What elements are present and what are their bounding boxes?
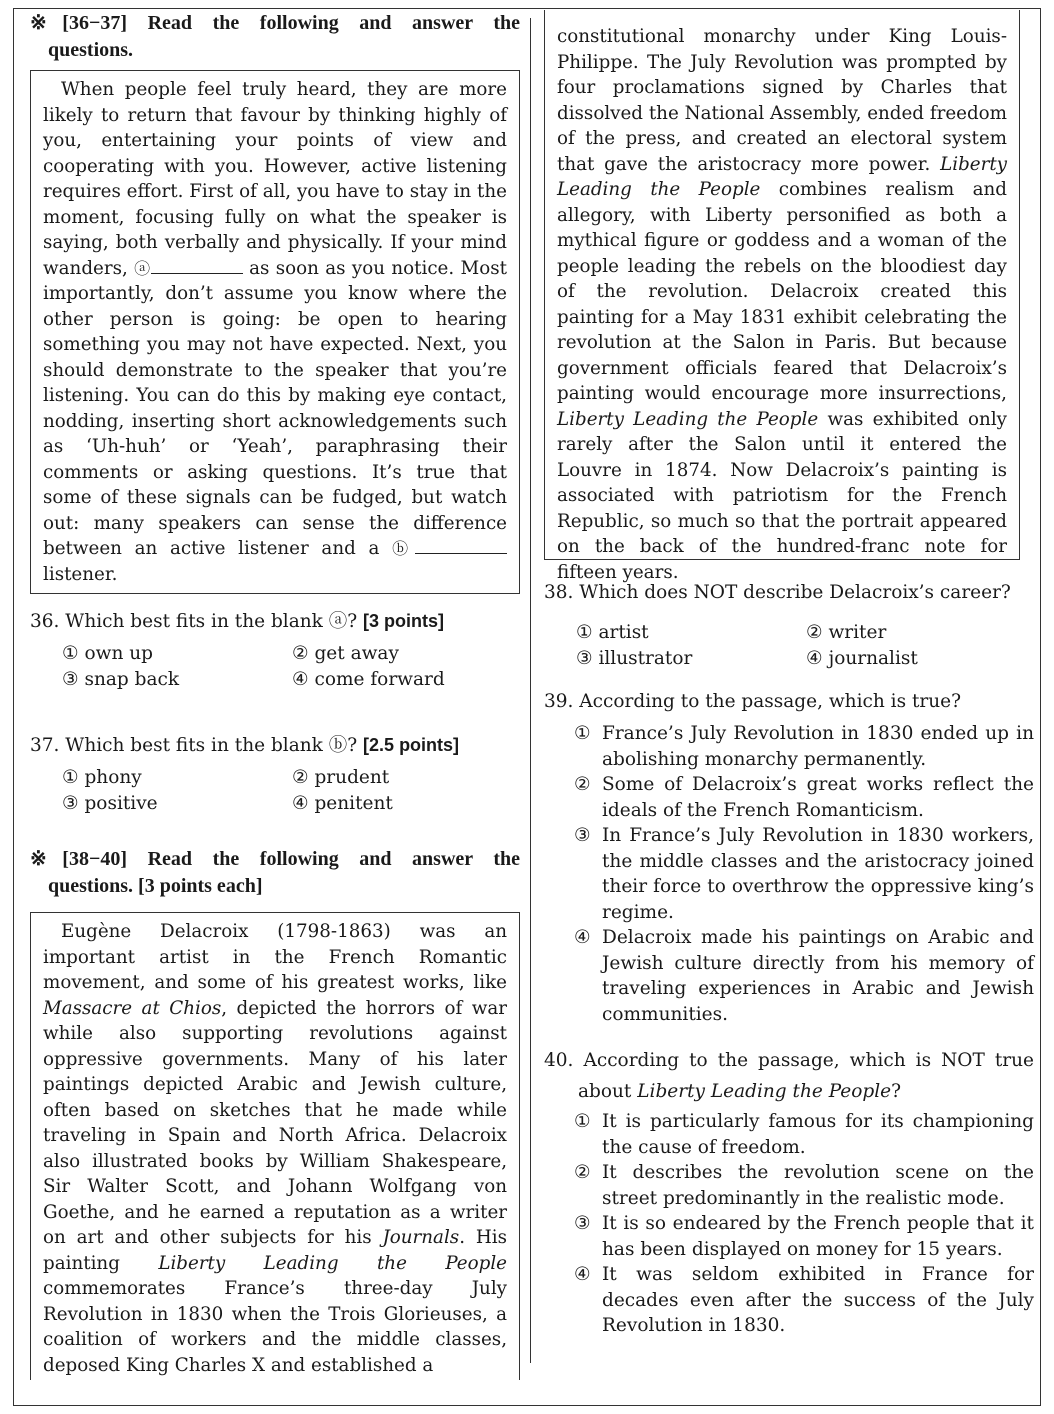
instruction-text: questions. — [48, 39, 134, 61]
option-4[interactable] — [574, 1262, 1034, 1339]
option-1[interactable] — [574, 721, 1034, 772]
passage-text: combines realism and allegory, with Liberty personified as both a mythical figure or goddess and a woman of the people leading the rebels on the bloodiest day of the revolution. Delacroix created this painting for a May 1831 exhibit celebrating the revolution at the Salon in Paris. But because government officials feared that Delacroix’s painting would encourage more insurrections, — [557, 179, 1007, 404]
question-stem: 40. According to the passage, which is NOT true — [544, 1050, 1034, 1071]
instruction-36-37 — [30, 10, 520, 37]
passage-text: When people feel truly heard, they are more likely to return that favour by thinking highly of you, entertaining your points of view and cooperating with you. However, active listening requires effort. First of all, you have to stay in the moment, focusing fully on what the speaker is saying, both verbally and physically. If your mind wanders, — [43, 79, 507, 279]
option-3[interactable] — [574, 823, 1034, 925]
option-3[interactable] — [574, 1211, 1034, 1262]
option-number: ③ — [574, 1213, 591, 1234]
option-number: ① — [574, 723, 591, 744]
option-1[interactable]: ① phony — [62, 767, 142, 788]
passage-text: constitutional monarchy under King Louis-Philippe. The July Revolution was prompted by four proclamations signed by Charles that dissolved the National Assembly, ended freedom of the press, and created an electoral system that gave the aristocracy more power. — [557, 26, 1008, 175]
option-4[interactable]: ④ penitent — [292, 792, 393, 814]
options-39 — [574, 721, 1034, 1027]
question-stem: about — [578, 1081, 638, 1102]
option-2[interactable]: ② prudent — [292, 767, 390, 788]
question-stem: 36. Which best fits in the blank ⓐ? — [30, 611, 358, 632]
passage-box-38-40-right — [544, 10, 1020, 583]
question-stem: ? — [891, 1081, 902, 1102]
option-2[interactable] — [574, 772, 1034, 823]
blank-a — [151, 259, 243, 274]
option-text: France’s July Revolution in 1830 ended up in abolishing monarchy permanently. — [602, 723, 1034, 770]
left-column — [30, 10, 520, 1380]
passage-text: was exhibited only rarely after the Salon until it entered the Louvre in 1874. Now Delacroix’s painting is associated with patriotism for the French Republic, so much so that the portrait appeared on the back of the hundred-franc note for fifteen years. — [557, 408, 1007, 583]
option-1[interactable]: ① artist — [576, 622, 649, 643]
passage-paragraph — [43, 919, 507, 1378]
option-2[interactable]: ② writer — [806, 622, 887, 643]
question-stem: 38. Which does NOT describe Delacroix’s career? — [544, 582, 1011, 603]
instruction-38-40-line2 — [30, 873, 520, 900]
options-38 — [576, 620, 1034, 671]
question-39 — [544, 689, 1034, 715]
instruction-text: questions. [3 points each] — [48, 875, 263, 897]
option-text: It is so endeared by the French people that it has been displayed on money for 15 years. — [602, 1213, 1034, 1260]
artwork-title: Liberty Leading the People — [637, 1081, 892, 1102]
blank-a-marker: ⓐ — [134, 258, 151, 278]
option-1[interactable] — [574, 1109, 1034, 1160]
option-text: Delacroix made his paintings on Arabic and Jewish culture directly from his memory of traveling experiences in Arabic and Jewish communities. — [602, 927, 1034, 1025]
instruction-text: ※[36−37] Read the following and answer the — [30, 12, 520, 34]
question-40-line2 — [544, 1076, 1034, 1107]
book-title: Journals — [382, 1227, 460, 1248]
option-2[interactable] — [574, 1160, 1034, 1211]
option-number: ② — [574, 774, 591, 795]
question-stem: 39. According to the passage, which is true? — [544, 691, 962, 712]
option-4[interactable]: ④ journalist — [806, 647, 918, 669]
option-text: It is particularly famous for its championing the cause of freedom. — [602, 1111, 1034, 1158]
passage-text: , depicted the horrors of war while also supporting revolutions against oppressive governments. Many of his later paintings depicted Arabic and Jewish culture, often based on sketches that he made while traveling in Spain and North Africa. Delacroix also illustrated books by William Shakespeare, Sir Walter Scott, and Johann Wolfgang von Goethe, and he earned a reputation as a writer on art and other subjects for his — [43, 997, 507, 1248]
options-37 — [62, 765, 520, 816]
passage-text: commemorates France’s three-day July Revolution in 1830 when the Trois Glorieuses, a coalition of workers and the middle classes, deposed King Charles X and established a — [43, 1278, 507, 1376]
option-2[interactable]: ② get away — [292, 643, 399, 664]
options-40 — [574, 1109, 1034, 1339]
option-3[interactable]: ③ positive — [62, 792, 158, 814]
passage-paragraph — [557, 24, 1007, 585]
passage-box-38-40-left — [30, 912, 520, 1380]
option-4[interactable] — [574, 925, 1034, 1027]
passage-paragraph — [43, 77, 507, 587]
question-37 — [30, 732, 520, 759]
option-4[interactable]: ④ come forward — [292, 668, 445, 690]
option-number: ④ — [574, 927, 591, 948]
instruction-36-37-line2 — [30, 37, 520, 64]
option-number: ① — [574, 1111, 591, 1132]
passage-text: as soon as you notice. Most importantly, don’t assume you know where the other person is going: be open to hearing something you may not have expected. Next, you should demonstrate to the speaker that you’re listening. You can do this by making eye contact, nodding, inserting short acknowledgements such as ‘Uh-huh’ or ‘Yeah’, paraphrasing their comments or asking questions. It’s true that some of these signals can be fudged, but watch out: many speakers can sense the difference between an active listener and a — [43, 257, 507, 559]
option-number: ④ — [574, 1264, 591, 1285]
blank-b — [415, 539, 507, 554]
passage-text: Eugène Delacroix (1798-1863) was an important artist in the French Romantic movement, and some of his greatest works, like — [43, 921, 507, 993]
option-text: In France’s July Revolution in 1830 workers, the middle classes and the aristocracy joined their force to overthrow the oppressive king’s regime. — [602, 825, 1034, 923]
artwork-title: Liberty Leading the People — [158, 1252, 507, 1274]
option-3[interactable]: ③ illustrator — [576, 647, 693, 669]
passage-box-36-37 — [30, 70, 520, 594]
option-number: ② — [574, 1162, 591, 1183]
blank-b-marker: ⓑ — [392, 539, 415, 558]
instruction-38-40 — [30, 846, 520, 873]
question-stem: 37. Which best fits in the blank ⓑ? — [30, 735, 358, 756]
passage-text: listener. — [43, 563, 118, 585]
instruction-text: ※[38−40] Read the following and answer the — [30, 848, 520, 870]
option-text: It describes the revolution scene on the street predominantly in the realistic mode. — [602, 1162, 1034, 1209]
points-label: [2.5 points] — [363, 735, 460, 755]
option-text: It was seldom exhibited in France for decades even after the success of the July Revolution in 1830. — [602, 1264, 1034, 1336]
artwork-title: Liberty Leading the People — [557, 153, 1007, 200]
option-3[interactable]: ③ snap back — [62, 668, 180, 690]
question-38 — [544, 580, 1034, 606]
column-divider — [530, 18, 531, 1363]
passage-text: . His painting — [43, 1227, 507, 1274]
option-1[interactable]: ① own up — [62, 643, 153, 664]
right-column — [544, 10, 1034, 1339]
question-40 — [544, 1045, 1034, 1076]
artwork-title: Liberty Leading the People — [557, 408, 819, 430]
option-number: ③ — [574, 825, 591, 846]
artwork-title: Massacre at Chios — [43, 997, 222, 1019]
question-36 — [30, 608, 520, 635]
options-36 — [62, 641, 520, 692]
points-label: [3 points] — [363, 611, 445, 631]
option-text: Some of Delacroix’s great works reflect the ideals of the French Romanticism. — [602, 774, 1034, 821]
